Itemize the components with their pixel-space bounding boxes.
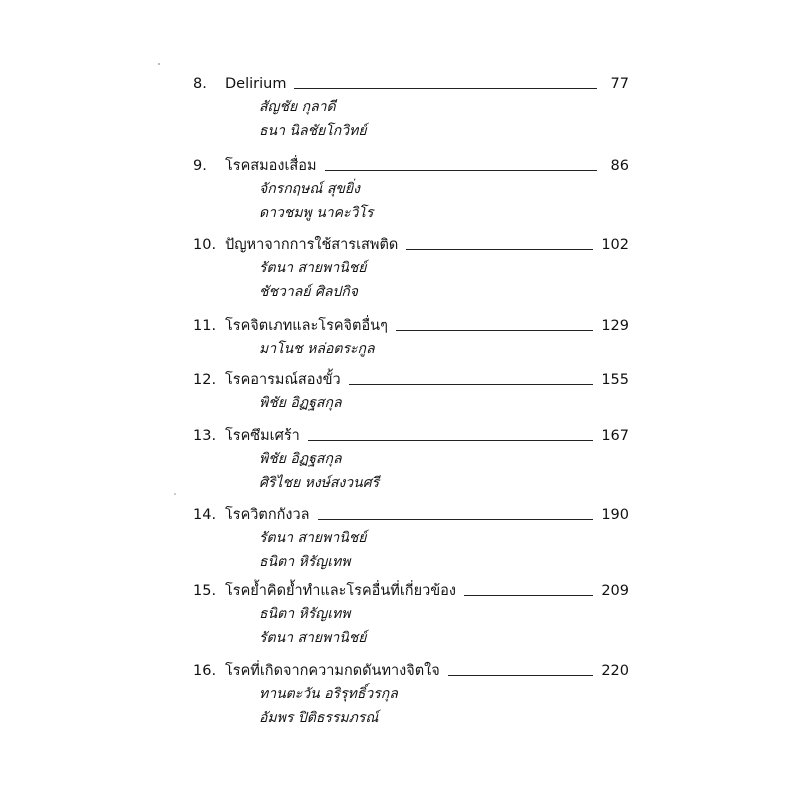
chapter-title: โรคสมองเสื่อม [225,158,317,174]
chapter-title: โรคที่เกิดจากความกดดันทางจิตใจ [225,663,440,679]
toc-entry [193,660,629,730]
page-number: 77 [610,76,629,92]
toc-entry-heading [193,73,629,95]
chapter-title: โรคซึมเศร้า [225,428,300,444]
author-name: อัมพร ปิติธรรมภรณ์ [259,710,379,726]
chapter-number: 14. [193,507,217,523]
leader-rule [294,88,597,89]
chapter-title: ปัญหาจากการใช้สารเสพติด [225,237,399,253]
author-name: ธนิตา หิรัญเทพ [259,554,351,570]
chapter-number: 15. [193,583,217,599]
chapter-number: 11. [193,318,217,334]
toc-entry [193,73,629,143]
author-name: พิชัย อิฏฐสกุล [259,395,342,411]
chapter-number: 8. [193,76,207,92]
leader-rule [396,330,593,331]
toc-entry [193,369,629,415]
leader-rule [448,675,594,676]
page-number: 190 [601,507,629,523]
toc-entry-heading [193,660,629,682]
toc-entry [193,504,629,574]
page-number: 220 [601,663,629,679]
author-name: รัตนา สายพานิชย์ [259,630,367,646]
leader-rule [325,170,597,171]
chapter-title: Delirium [225,76,287,92]
leader-rule [464,595,593,596]
leader-rule [308,440,594,441]
author-name: ชัชวาลย์ ศิลปกิจ [259,284,358,300]
chapter-title: โรคจิตเภทและโรคจิตอื่นๆ [225,318,388,334]
toc-entry [193,155,629,225]
chapter-number: 12. [193,372,217,388]
chapter-number: 10. [193,237,217,253]
author-name: สัญชัย กุลาดี [259,99,336,115]
leader-rule [349,384,594,385]
paper-speck [174,493,176,495]
toc-entry [193,315,629,361]
toc-entry-heading [193,234,629,256]
author-name: ดาวชมพู นาคะวิโร [259,205,374,221]
toc-entry-heading [193,504,629,526]
leader-rule [318,519,594,520]
author-name: ธนิตา หิรัญเทพ [259,606,351,622]
author-name: ศิริไชย หงษ์สงวนศรี [259,475,380,491]
page-number: 86 [610,158,629,174]
toc-entry-heading [193,580,629,602]
paper-speck [158,63,160,65]
author-name: ธนา นิลชัยโกวิทย์ [259,123,367,139]
chapter-number: 9. [193,158,207,174]
toc-entry [193,580,629,650]
page-number: 167 [601,428,629,444]
chapter-number: 16. [193,663,217,679]
author-name: ทานตะวัน อริรุทธิ์วรกุล [259,686,398,702]
author-name: พิชัย อิฏฐสกุล [259,451,342,467]
chapter-title: โรควิตกกังวล [225,507,310,523]
page-number: 209 [601,583,629,599]
toc-entry-heading [193,425,629,447]
author-name: รัตนา สายพานิชย์ [259,530,367,546]
page-number: 102 [601,237,629,253]
page-number: 129 [601,318,629,334]
author-name: มาโนช หล่อตระกูล [259,341,375,357]
leader-rule [406,249,593,250]
author-name: รัตนา สายพานิชย์ [259,260,367,276]
page-number: 155 [601,372,629,388]
author-name: จักรกฤษณ์ สุขยิ่ง [259,181,360,197]
toc-entry-heading [193,315,629,337]
chapter-title: โรคย้ำคิดย้ำทำและโรคอื่นที่เกี่ยวข้อง [225,583,456,599]
chapter-number: 13. [193,428,217,444]
toc-entry [193,425,629,495]
toc-entry [193,234,629,304]
chapter-title: โรคอารมณ์สองขั้ว [225,372,341,388]
toc-entry-heading [193,369,629,391]
toc-entry-heading [193,155,629,177]
